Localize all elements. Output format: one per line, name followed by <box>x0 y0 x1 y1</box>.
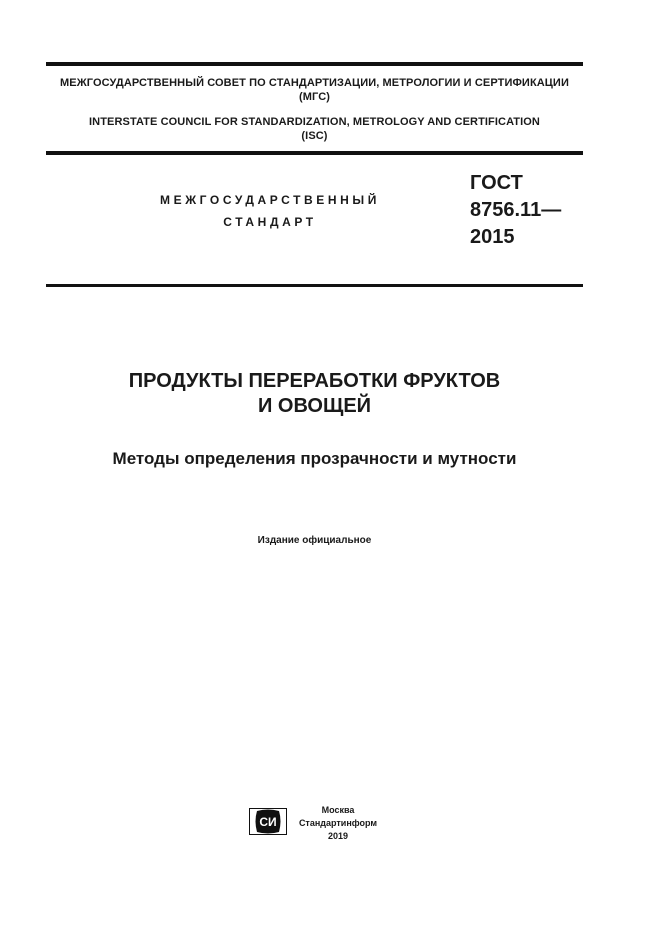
header-rule <box>46 151 583 155</box>
council-name-en <box>46 115 583 143</box>
gost-line2: 8756.11— <box>470 199 562 221</box>
gost-number <box>470 170 561 251</box>
edition-note: Издание официальное <box>257 535 372 546</box>
standard-type-label <box>120 189 420 233</box>
publisher-name: Стандартинформ <box>298 818 378 828</box>
publisher-logo-text: СИ <box>259 815 277 829</box>
top-rule <box>46 62 583 66</box>
document-subtitle: Методы определения прозрачности и мутности <box>112 449 517 468</box>
title-line2: И ОВОЩЕЙ <box>257 395 372 417</box>
council-en-text: INTERSTATE COUNCIL FOR STANDARDIZATION, METROLOGY AND CERTIFICATION <box>89 116 540 128</box>
council-ru-text: МЕЖГОСУДАРСТВЕННЫЙ СОВЕТ ПО СТАНДАРТИЗАЦИИ, МЕТРОЛОГИИ И СЕРТИФИКАЦИИ <box>60 77 569 89</box>
standard-type-line2: СТАНДАРТ <box>223 215 317 229</box>
publisher-city: Москва <box>321 805 355 815</box>
publisher-logo <box>249 808 287 835</box>
gost-line3: 2015 <box>470 226 515 248</box>
standard-type-line1: МЕЖГОСУДАРСТВЕННЫЙ <box>160 193 380 207</box>
standard-rule <box>46 284 583 287</box>
document-title <box>46 369 583 419</box>
council-ru-abbr: (МГС) <box>298 91 331 103</box>
publisher-year: 2019 <box>327 831 349 841</box>
council-en-abbr: (ISC) <box>301 130 328 142</box>
title-line1: ПРОДУКТЫ ПЕРЕРАБОТКИ ФРУКТОВ <box>128 370 501 392</box>
gost-line1: ГОСТ <box>470 172 523 194</box>
council-name-ru <box>46 76 583 104</box>
publisher-info <box>295 804 381 843</box>
